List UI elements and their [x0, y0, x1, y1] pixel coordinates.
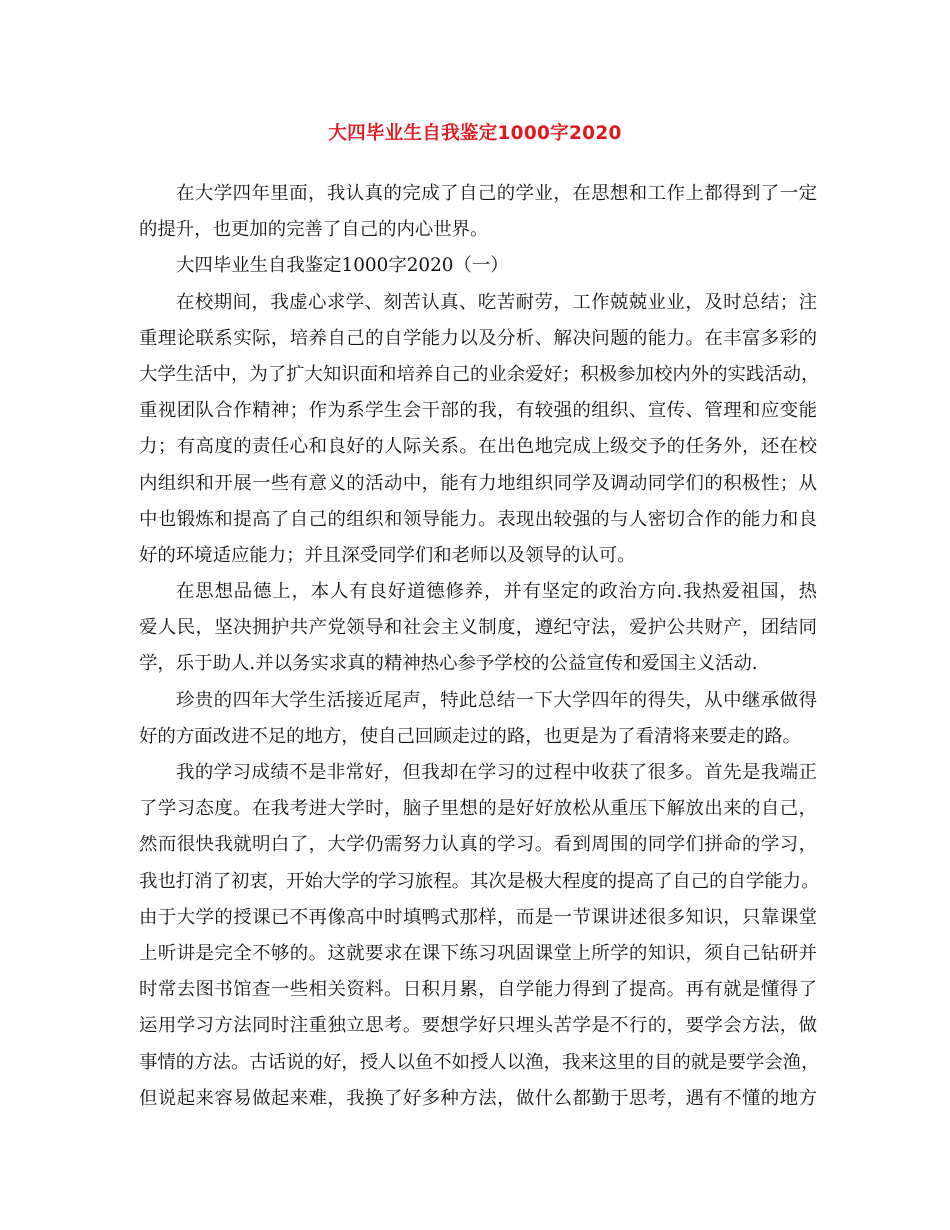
text-line: 在思想品德上，本人有良好道德修养，并有坚定的政治方向.我热爱祖国，热 — [176, 581, 817, 603]
text-line: 学，乐于助人.并以务实求真的精神热心参予学校的公益宣传和爱国主义活动. — [139, 653, 758, 675]
section-heading: 大四毕业生自我鉴定1000字2020（一） — [176, 255, 509, 277]
text-line: 由于大学的授课已不再像高中时填鸭式那样，而是一节课讲述很多知识，只靠课堂 — [139, 906, 817, 928]
text-line: 珍贵的四年大学生活接近尾声，特此总结一下大学四年的得失，从中继承做得 — [176, 689, 817, 711]
document-body — [139, 176, 820, 1117]
text-line: 重理论联系实际，培养自己的自学能力以及分析、解决问题的能力。在丰富多彩的 — [139, 327, 817, 349]
text-line: 力；有高度的责任心和良好的人际关系。在出色地完成上级交予的任务外，还在校 — [139, 436, 817, 458]
text-line: 时常去图书馆查一些相关资料。日积月累，自学能力得到了提高。再有就是懂得了 — [139, 979, 817, 1001]
text-line: 好的环境适应能力；并且深受同学们和老师以及领导的认可。 — [139, 544, 636, 566]
text-line: 内组织和开展一些有意义的活动中，能有力地组织同学及调动同学们的积极性；从 — [139, 472, 817, 494]
text-line: 好的方面改进不足的地方，使自己回顾走过的路，也更是为了看清将来要走的路。 — [139, 725, 802, 747]
text-line: 运用学习方法同时注重独立思考。要想学好只埋头苦学是不行的，要学会方法，做 — [139, 1015, 817, 1037]
text-line: 但说起来容易做起来难，我换了好多种方法，做什么都勤于思考，遇有不懂的地方 — [139, 1087, 817, 1109]
text-line: 重视团队合作精神；作为系学生会干部的我，有较强的组织、宣传、管理和应变能 — [139, 400, 817, 422]
text-line: 爱人民，坚决拥护共产党领导和社会主义制度，遵纪守法，爱护公共财产，团结同 — [139, 617, 817, 639]
text-line: 的提升，也更加的完善了自己的内心世界。 — [139, 219, 489, 241]
text-line: 上听讲是完全不够的。这就要求在课下练习巩固课堂上所学的知识，须自己钻研并 — [139, 942, 817, 964]
text-line: 我的学习成绩不是非常好，但我却在学习的过程中收获了很多。首先是我端正 — [176, 762, 817, 783]
text-line: 大学生活中，为了扩大知识面和培养自己的业余爱好；积极参加校内外的实践活动， — [139, 363, 820, 385]
text-line: 在大学四年里面，我认真的完成了自己的学业，在思想和工作上都得到了一定 — [176, 183, 817, 204]
text-line: 然而很快我就明白了，大学仍需努力认真的学习。看到周围的同学们拼命的学习， — [139, 834, 817, 856]
text-line: 事情的方法。古话说的好，授人以鱼不如授人以渔，我来这里的目的就是要学会渔， — [139, 1051, 820, 1073]
document-title: 大四毕业生自我鉴定1000字2020 — [328, 123, 622, 144]
text-line: 中也锻炼和提高了自己的组织和领导能力。表现出较强的与人密切合作的能力和良 — [139, 508, 817, 530]
text-line: 在校期间，我虚心求学、刻苦认真、吃苦耐劳，工作兢兢业业，及时总结；注 — [176, 291, 817, 313]
text-line: 了学习态度。在我考进大学时，脑子里想的是好好放松从重压下解放出来的自己， — [139, 798, 817, 820]
text-line: 我也打消了初衷，开始大学的学习旅程。其次是极大程度的提高了自己的自学能力。 — [139, 870, 820, 892]
